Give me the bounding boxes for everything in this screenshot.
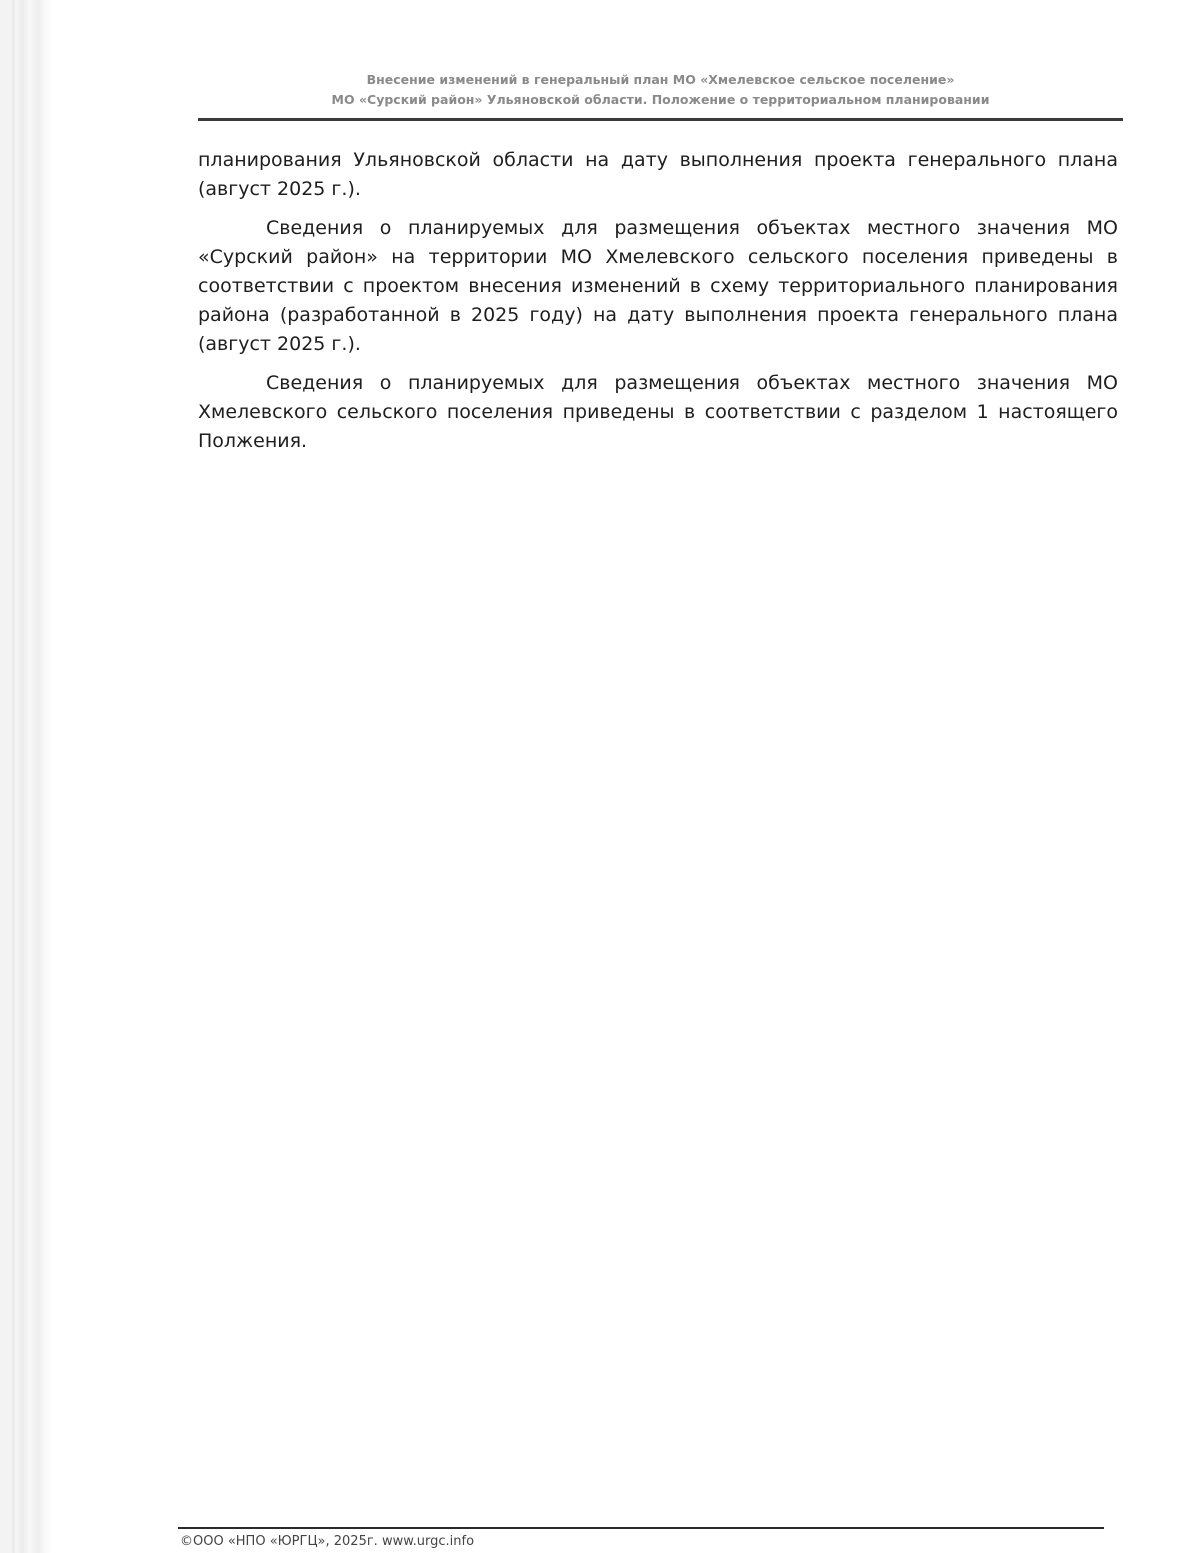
header-line-2: МО «Сурский район» Ульяновской области. Положение о территориальном планировании: [331, 92, 990, 107]
header-line-1: Внесение изменений в генеральный план МО «Хмелевское сельское поселение»: [366, 72, 955, 87]
scan-edge-shadow: [0, 0, 52, 1553]
page-header: [198, 70, 1123, 110]
document-body: [198, 146, 1118, 466]
header-divider: [198, 118, 1123, 121]
paragraph-district-objects: Сведения о планируемых для размещения объектах местного значения МО «Сурский район» на территории МО Хмелевского сельского поселения приведены в соответствии с проектом внесения изменений в схему территориального планирования района (разработанной в 2025 году) на дату выполнения проекта генерального плана (август 2025 г.).: [198, 217, 1118, 355]
paragraph-settlement-objects: Сведения о планируемых для размещения объектах местного значения МО Хмелевского сельского поселения приведены в соответствии с разделом 1 настоящего Полжения.: [198, 372, 1118, 452]
paragraph-continuation: планирования Ульяновской области на дату выполнения проекта генерального плана (август 2025 г.).: [198, 149, 1118, 200]
footer-copyright: ©ООО «НПО «ЮРГЦ», 2025г. www.urgc.info: [180, 1534, 475, 1549]
footer-divider: [178, 1527, 1104, 1529]
